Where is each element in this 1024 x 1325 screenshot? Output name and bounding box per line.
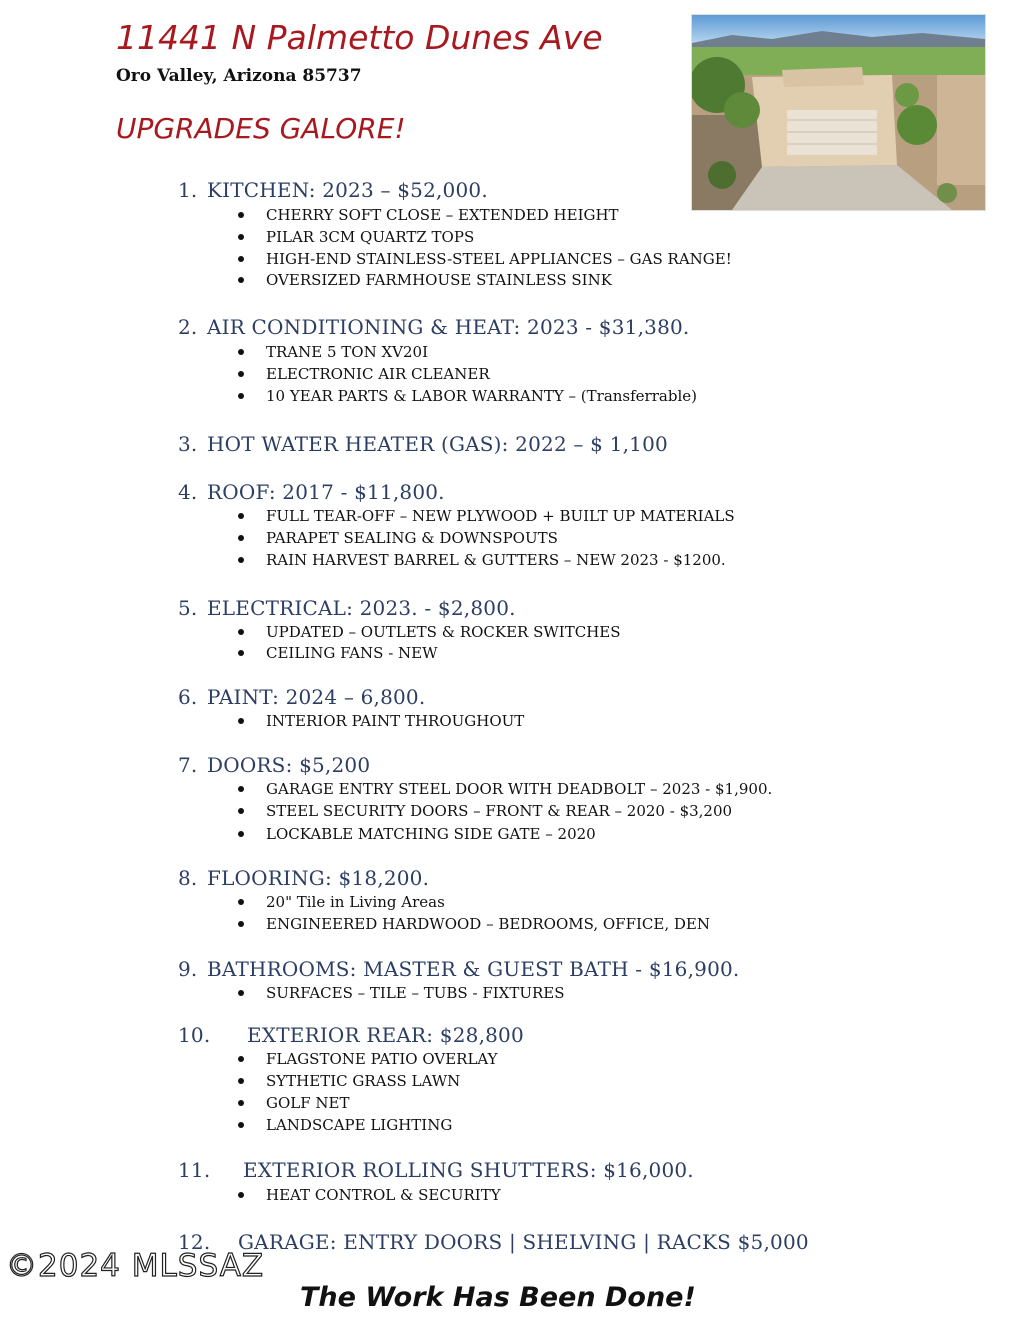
section-air-conditioning: 2. AIR CONDITIONING & HEAT: 2023 - $31,380. <box>178 315 690 339</box>
list-item: GARAGE ENTRY STEEL DOOR WITH DEADBOLT – 2023 - $1,900. <box>238 780 772 798</box>
list-item: 10 YEAR PARTS & LABOR WARRANTY – (Transferrable) <box>238 387 697 405</box>
section-doors: 7. DOORS: $5,200 <box>178 753 371 777</box>
list-item: LANDSCAPE LIGHTING <box>238 1116 452 1134</box>
list-item: OVERSIZED FARMHOUSE STAINLESS SINK <box>238 271 612 289</box>
section-garage: 12. GARAGE: ENTRY DOORS | SHELVING | RACKS $5,000 <box>178 1230 809 1254</box>
city-line: Oro Valley, Arizona 85737 <box>116 66 362 86</box>
list-item: SYTHETIC GRASS LAWN <box>238 1072 460 1090</box>
list-item: 20" Tile in Living Areas <box>238 893 445 911</box>
list-item: FULL TEAR-OFF – NEW PLYWOOD + BUILT UP MATERIALS <box>238 507 735 525</box>
section-exterior-rear: 10. EXTERIOR REAR: $28,800 <box>178 1023 524 1047</box>
list-item: FLAGSTONE PATIO OVERLAY <box>238 1050 498 1068</box>
list-item: ELECTRONIC AIR CLEANER <box>238 365 490 383</box>
mls-watermark: ©2024 MLSSAZ <box>6 1248 265 1284</box>
section-roof: 4. ROOF: 2017 - $11,800. <box>178 480 445 504</box>
list-item: RAIN HARVEST BARREL & GUTTERS – NEW 2023 - $1200. <box>238 551 726 569</box>
closing-statement: The Work Has Been Done! <box>300 1282 696 1313</box>
property-address: 11441 N Palmetto Dunes Ave <box>116 18 603 57</box>
section-paint: 6. PAINT: 2024 – 6,800. <box>178 685 426 709</box>
section-rolling-shutters: 11. EXTERIOR ROLLING SHUTTERS: $16,000. <box>178 1158 694 1182</box>
list-item: INTERIOR PAINT THROUGHOUT <box>238 712 524 730</box>
list-item: HEAT CONTROL & SECURITY <box>238 1186 501 1204</box>
list-item: TRANE 5 TON XV20I <box>238 343 428 361</box>
section-kitchen: 1. KITCHEN: 2023 – $52,000. <box>178 178 488 202</box>
list-item: ENGINEERED HARDWOOD – BEDROOMS, OFFICE, DEN <box>238 915 710 933</box>
list-item: SURFACES – TILE – TUBS - FIXTURES <box>238 984 565 1002</box>
property-photo <box>691 14 986 211</box>
list-item: CHERRY SOFT CLOSE – EXTENDED HEIGHT <box>238 206 619 224</box>
list-item: HIGH-END STAINLESS-STEEL APPLIANCES – GAS RANGE! <box>238 250 732 268</box>
list-item: CEILING FANS - NEW <box>238 644 438 662</box>
section-bathrooms: 9. BATHROOMS: MASTER & GUEST BATH - $16,900. <box>178 957 740 981</box>
section-hot-water-heater: 3. HOT WATER HEATER (GAS): 2022 – $ 1,100 <box>178 432 668 456</box>
list-item: LOCKABLE MATCHING SIDE GATE – 2020 <box>238 825 596 843</box>
list-item: GOLF NET <box>238 1094 350 1112</box>
section-electrical: 5. ELECTRICAL: 2023. - $2,800. <box>178 596 516 620</box>
list-item: UPDATED – OUTLETS & ROCKER SWITCHES <box>238 623 621 641</box>
tagline: UPGRADES GALORE! <box>116 112 406 145</box>
list-item: STEEL SECURITY DOORS – FRONT & REAR – 2020 - $3,200 <box>238 802 732 820</box>
section-flooring: 8. FLOORING: $18,200. <box>178 866 430 890</box>
list-item: PARAPET SEALING & DOWNSPOUTS <box>238 529 558 547</box>
list-item: PILAR 3CM QUARTZ TOPS <box>238 228 474 246</box>
